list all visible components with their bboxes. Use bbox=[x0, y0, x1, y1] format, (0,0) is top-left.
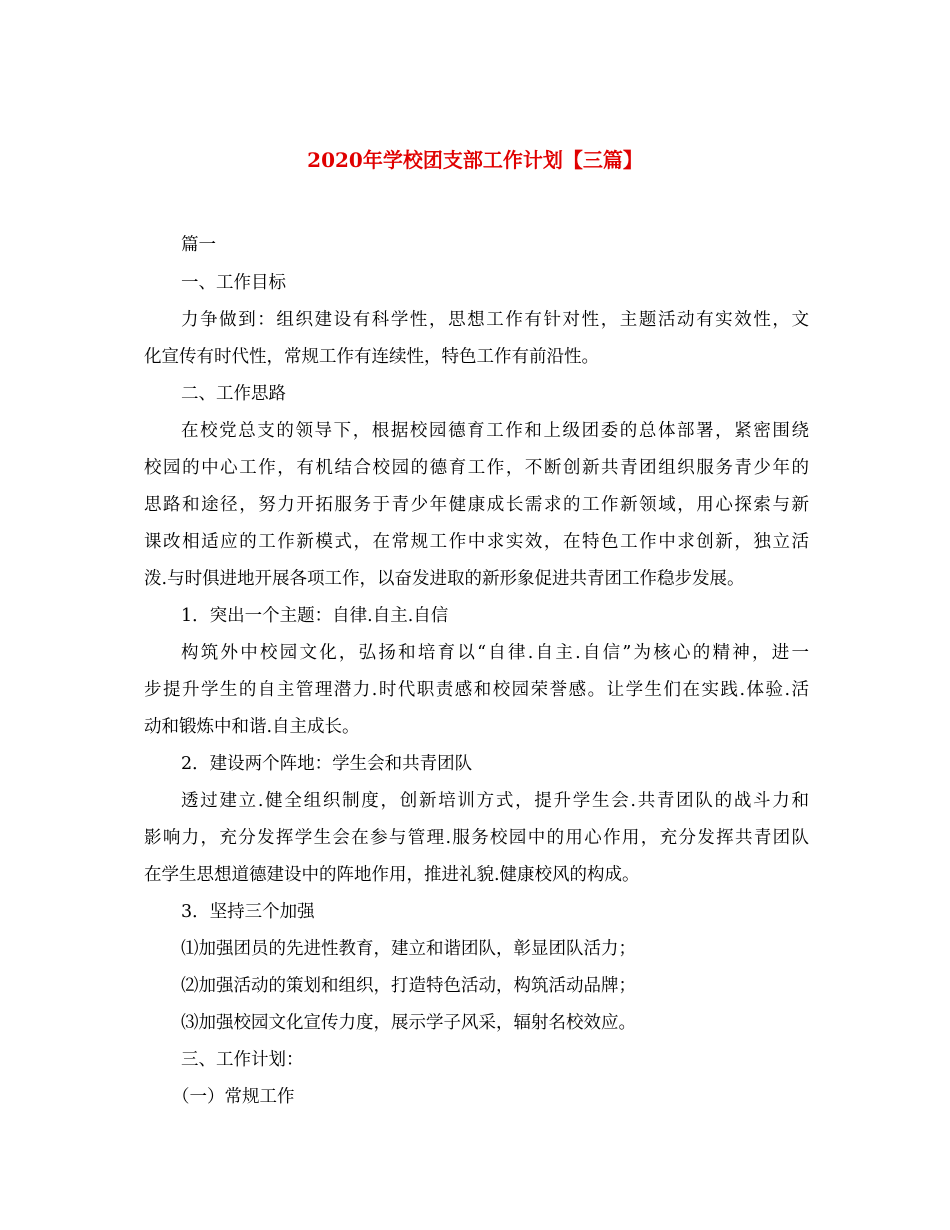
section-label: 篇一 bbox=[181, 235, 216, 255]
paragraph-line: 泼.与时俱进地开展各项工作，以奋发进取的新形象促进共青团工作稳步发展。 bbox=[144, 569, 745, 589]
paragraph-line: 动和锻炼中和谐.自主成长。 bbox=[144, 717, 360, 737]
paragraph-line: 力争做到：组织建设有科学性，思想工作有针对性，主题活动有实效性，文 bbox=[181, 310, 809, 330]
subheading-theme: 1．突出一个主题：自律.自主.自信 bbox=[181, 606, 449, 626]
paragraph-line: 课改相适应的工作新模式，在常规工作中求实效，在特色工作中求创新，独立活 bbox=[144, 532, 809, 552]
list-item: ⑴加强团员的先进性教育，建立和谐团队，彰显团队活力； bbox=[181, 939, 636, 959]
paragraph-line: 构筑外中校园文化，弘扬和培育以“自律.自主.自信”为核心的精神，进一 bbox=[181, 643, 809, 663]
heading-approach: 二、工作思路 bbox=[181, 384, 286, 404]
paragraph-line: 在学生思想道德建设中的阵地作用，推进礼貌.健康校风的构成。 bbox=[144, 865, 640, 885]
paragraph-line: 透过建立.健全组织制度，创新培训方式，提升学生会.共青团队的战斗力和 bbox=[181, 791, 809, 811]
paragraph-line: 步提升学生的自主管理潜力.时代职责感和校园荣誉感。让学生们在实践.体验.活 bbox=[144, 680, 809, 700]
document-title: 2020年学校团支部工作计划【三篇】 bbox=[307, 148, 643, 172]
paragraph-line: 化宣传有时代性，常规工作有连续性，特色工作有前沿性。 bbox=[144, 347, 599, 367]
paragraph-line: 思路和途径，努力开拓服务于青少年健康成长需求的工作新领域，用心探索与新 bbox=[144, 495, 809, 515]
paragraph-line: 在校党总支的领导下，根据校园德育工作和上级团委的总体部署，紧密围绕 bbox=[181, 421, 809, 441]
paragraph-line: 影响力，充分发挥学生会在参与管理.服务校园中的用心作用，充分发挥共青团队 bbox=[144, 828, 809, 848]
subheading-routine: （一）常规工作 bbox=[172, 1087, 295, 1107]
subheading-positions: 2．建设两个阵地：学生会和共青团队 bbox=[181, 754, 473, 774]
list-item: ⑵加强活动的策划和组织，打造特色活动，构筑活动品牌； bbox=[181, 976, 636, 996]
heading-goals: 一、工作目标 bbox=[181, 273, 286, 293]
paragraph-line: 校园的中心工作，有机结合校园的德育工作，不断创新共青团组织服务青少年的 bbox=[144, 458, 809, 478]
subheading-strengthen: 3．坚持三个加强 bbox=[181, 902, 315, 922]
list-item: ⑶加强校园文化宣传力度，展示学子风采，辐射名校效应。 bbox=[181, 1013, 636, 1033]
heading-plan: 三、工作计划： bbox=[181, 1050, 304, 1070]
